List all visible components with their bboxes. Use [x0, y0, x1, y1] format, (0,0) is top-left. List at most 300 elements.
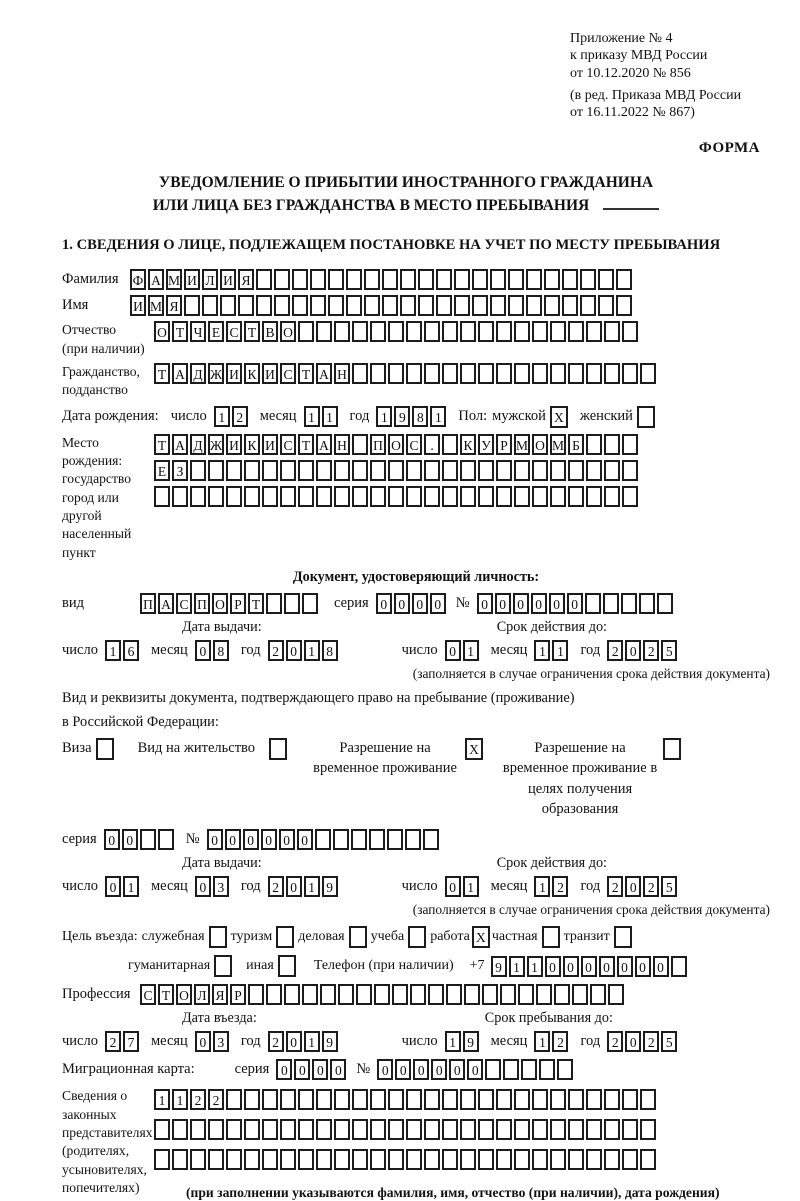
char-cell[interactable]: [316, 1089, 332, 1110]
char-cell[interactable]: [586, 1149, 602, 1170]
char-cell[interactable]: Ф: [130, 269, 146, 290]
char-cell[interactable]: [172, 1149, 188, 1170]
char-cell[interactable]: [406, 1089, 422, 1110]
char-cell[interactable]: [238, 295, 254, 316]
char-cell[interactable]: [580, 295, 596, 316]
char-cell[interactable]: 1: [445, 1031, 461, 1052]
char-cell[interactable]: [190, 460, 206, 481]
char-cell[interactable]: [424, 1089, 440, 1110]
char-cell[interactable]: 7: [123, 1031, 139, 1052]
char-cell[interactable]: 0: [243, 829, 259, 850]
char-cell[interactable]: [370, 1089, 386, 1110]
char-cell[interactable]: [328, 269, 344, 290]
char-cell[interactable]: [392, 984, 408, 1005]
char-cell[interactable]: 0: [617, 956, 633, 977]
char-cell[interactable]: [532, 1119, 548, 1140]
char-cell[interactable]: 9: [491, 956, 507, 977]
char-cell[interactable]: 0: [394, 593, 410, 614]
char-cell[interactable]: [436, 269, 452, 290]
char-cell[interactable]: Н: [334, 434, 350, 455]
char-cell[interactable]: 3: [213, 876, 229, 897]
char-cell[interactable]: [388, 1149, 404, 1170]
char-cell[interactable]: [226, 1089, 242, 1110]
char-cell[interactable]: 2: [268, 640, 284, 661]
char-cell[interactable]: [423, 829, 439, 850]
residence-permit-checkbox[interactable]: [269, 738, 287, 760]
char-cell[interactable]: 9: [394, 406, 410, 427]
char-cell[interactable]: [370, 460, 386, 481]
char-cell[interactable]: 0: [122, 829, 138, 850]
char-cell[interactable]: [640, 1089, 656, 1110]
char-cell[interactable]: [446, 984, 462, 1005]
char-cell[interactable]: 0: [225, 829, 241, 850]
purpose-work-checkbox[interactable]: X: [472, 926, 490, 948]
char-cell[interactable]: [280, 486, 296, 507]
char-cell[interactable]: [244, 486, 260, 507]
char-cell[interactable]: [208, 1149, 224, 1170]
char-cell[interactable]: [508, 269, 524, 290]
char-cell[interactable]: [485, 1059, 501, 1080]
char-cell[interactable]: [352, 460, 368, 481]
char-cell[interactable]: 0: [430, 593, 446, 614]
char-cell[interactable]: А: [148, 269, 164, 290]
char-cell[interactable]: 1: [123, 876, 139, 897]
char-cell[interactable]: [226, 1119, 242, 1140]
char-cell[interactable]: [514, 1119, 530, 1140]
char-cell[interactable]: 0: [581, 956, 597, 977]
char-cell[interactable]: [550, 486, 566, 507]
char-cell[interactable]: [424, 1119, 440, 1140]
char-cell[interactable]: [352, 486, 368, 507]
char-cell[interactable]: Т: [298, 363, 314, 384]
char-cell[interactable]: [490, 269, 506, 290]
char-cell[interactable]: [478, 486, 494, 507]
char-cell[interactable]: 0: [294, 1059, 310, 1080]
char-cell[interactable]: [568, 1119, 584, 1140]
char-cell[interactable]: 1: [463, 876, 479, 897]
char-cell[interactable]: [262, 460, 278, 481]
char-cell[interactable]: [410, 984, 426, 1005]
char-cell[interactable]: 0: [563, 956, 579, 977]
char-cell[interactable]: 8: [213, 640, 229, 661]
char-cell[interactable]: [478, 1089, 494, 1110]
char-cell[interactable]: [500, 984, 516, 1005]
char-cell[interactable]: [603, 593, 619, 614]
char-cell[interactable]: Р: [230, 984, 246, 1005]
char-cell[interactable]: [226, 1149, 242, 1170]
char-cell[interactable]: Т: [154, 363, 170, 384]
char-cell[interactable]: 9: [322, 1031, 338, 1052]
char-cell[interactable]: [184, 295, 200, 316]
char-cell[interactable]: [334, 1089, 350, 1110]
char-cell[interactable]: [298, 486, 314, 507]
temp-residence-education-checkbox[interactable]: [663, 738, 681, 760]
char-cell[interactable]: [172, 1119, 188, 1140]
char-cell[interactable]: 0: [376, 593, 392, 614]
char-cell[interactable]: [154, 1149, 170, 1170]
char-cell[interactable]: А: [158, 593, 174, 614]
char-cell[interactable]: [428, 984, 444, 1005]
char-cell[interactable]: 1: [214, 406, 230, 427]
char-cell[interactable]: 0: [330, 1059, 346, 1080]
char-cell[interactable]: [544, 269, 560, 290]
char-cell[interactable]: [442, 460, 458, 481]
char-cell[interactable]: [266, 984, 282, 1005]
char-cell[interactable]: [302, 593, 318, 614]
char-cell[interactable]: 0: [477, 593, 493, 614]
char-cell[interactable]: [442, 1149, 458, 1170]
char-cell[interactable]: [208, 486, 224, 507]
char-cell[interactable]: [622, 1089, 638, 1110]
char-cell[interactable]: [310, 295, 326, 316]
char-cell[interactable]: О: [280, 321, 296, 342]
char-cell[interactable]: [518, 984, 534, 1005]
char-cell[interactable]: Т: [154, 434, 170, 455]
char-cell[interactable]: И: [226, 363, 242, 384]
char-cell[interactable]: [388, 321, 404, 342]
char-cell[interactable]: [572, 984, 588, 1005]
char-cell[interactable]: 8: [412, 406, 428, 427]
char-cell[interactable]: [514, 321, 530, 342]
char-cell[interactable]: А: [172, 363, 188, 384]
char-cell[interactable]: 0: [599, 956, 615, 977]
char-cell[interactable]: [550, 1119, 566, 1140]
char-cell[interactable]: [352, 363, 368, 384]
char-cell[interactable]: [334, 321, 350, 342]
char-cell[interactable]: [424, 321, 440, 342]
char-cell[interactable]: [604, 1089, 620, 1110]
char-cell[interactable]: 1: [509, 956, 525, 977]
char-cell[interactable]: М: [514, 434, 530, 455]
char-cell[interactable]: [338, 984, 354, 1005]
char-cell[interactable]: [262, 1149, 278, 1170]
char-cell[interactable]: [262, 1089, 278, 1110]
char-cell[interactable]: [424, 486, 440, 507]
char-cell[interactable]: П: [370, 434, 386, 455]
purpose-business-checkbox[interactable]: [349, 926, 367, 948]
char-cell[interactable]: [315, 829, 331, 850]
char-cell[interactable]: [292, 269, 308, 290]
char-cell[interactable]: П: [194, 593, 210, 614]
char-cell[interactable]: [604, 1149, 620, 1170]
char-cell[interactable]: 5: [661, 876, 677, 897]
char-cell[interactable]: [586, 486, 602, 507]
char-cell[interactable]: Л: [202, 269, 218, 290]
char-cell[interactable]: [202, 295, 218, 316]
char-cell[interactable]: [478, 321, 494, 342]
char-cell[interactable]: А: [316, 434, 332, 455]
char-cell[interactable]: [586, 1089, 602, 1110]
char-cell[interactable]: [256, 269, 272, 290]
char-cell[interactable]: [640, 1149, 656, 1170]
char-cell[interactable]: [154, 486, 170, 507]
char-cell[interactable]: [244, 1089, 260, 1110]
char-cell[interactable]: [244, 460, 260, 481]
char-cell[interactable]: [496, 1119, 512, 1140]
char-cell[interactable]: [274, 269, 290, 290]
char-cell[interactable]: [352, 434, 368, 455]
char-cell[interactable]: Л: [194, 984, 210, 1005]
char-cell[interactable]: [586, 1119, 602, 1140]
char-cell[interactable]: [550, 1089, 566, 1110]
char-cell[interactable]: [472, 295, 488, 316]
char-cell[interactable]: [302, 984, 318, 1005]
char-cell[interactable]: [508, 295, 524, 316]
char-cell[interactable]: 0: [653, 956, 669, 977]
char-cell[interactable]: [640, 1119, 656, 1140]
char-cell[interactable]: К: [244, 363, 260, 384]
char-cell[interactable]: [514, 486, 530, 507]
char-cell[interactable]: [514, 1149, 530, 1170]
char-cell[interactable]: [532, 486, 548, 507]
char-cell[interactable]: С: [176, 593, 192, 614]
char-cell[interactable]: [292, 295, 308, 316]
char-cell[interactable]: 1: [527, 956, 543, 977]
char-cell[interactable]: 0: [276, 1059, 292, 1080]
char-cell[interactable]: [418, 295, 434, 316]
char-cell[interactable]: 0: [312, 1059, 328, 1080]
char-cell[interactable]: О: [154, 321, 170, 342]
char-cell[interactable]: 2: [190, 1089, 206, 1110]
char-cell[interactable]: [328, 295, 344, 316]
char-cell[interactable]: [316, 486, 332, 507]
char-cell[interactable]: [266, 593, 282, 614]
char-cell[interactable]: М: [550, 434, 566, 455]
char-cell[interactable]: [460, 486, 476, 507]
char-cell[interactable]: 0: [431, 1059, 447, 1080]
char-cell[interactable]: [622, 1119, 638, 1140]
char-cell[interactable]: 0: [297, 829, 313, 850]
char-cell[interactable]: 9: [463, 1031, 479, 1052]
char-cell[interactable]: [226, 460, 242, 481]
char-cell[interactable]: [352, 321, 368, 342]
char-cell[interactable]: 1: [534, 876, 550, 897]
char-cell[interactable]: И: [262, 434, 278, 455]
char-cell[interactable]: [316, 1119, 332, 1140]
char-cell[interactable]: [604, 434, 620, 455]
char-cell[interactable]: [370, 1119, 386, 1140]
gender-female-checkbox[interactable]: [637, 406, 655, 428]
char-cell[interactable]: О: [388, 434, 404, 455]
char-cell[interactable]: [370, 486, 386, 507]
char-cell[interactable]: [532, 363, 548, 384]
char-cell[interactable]: [298, 321, 314, 342]
char-cell[interactable]: 0: [286, 1031, 302, 1052]
char-cell[interactable]: [442, 434, 458, 455]
char-cell[interactable]: Е: [208, 321, 224, 342]
char-cell[interactable]: [496, 460, 512, 481]
purpose-private-checkbox[interactable]: [542, 926, 560, 948]
char-cell[interactable]: [400, 295, 416, 316]
char-cell[interactable]: [604, 321, 620, 342]
char-cell[interactable]: 0: [279, 829, 295, 850]
char-cell[interactable]: Т: [248, 593, 264, 614]
char-cell[interactable]: [154, 1119, 170, 1140]
char-cell[interactable]: 2: [232, 406, 248, 427]
char-cell[interactable]: [387, 829, 403, 850]
char-cell[interactable]: [496, 486, 512, 507]
char-cell[interactable]: [274, 295, 290, 316]
char-cell[interactable]: [622, 486, 638, 507]
char-cell[interactable]: [568, 321, 584, 342]
char-cell[interactable]: С: [140, 984, 156, 1005]
char-cell[interactable]: [478, 1149, 494, 1170]
char-cell[interactable]: [532, 460, 548, 481]
char-cell[interactable]: Я: [166, 295, 182, 316]
char-cell[interactable]: [608, 984, 624, 1005]
char-cell[interactable]: [482, 984, 498, 1005]
char-cell[interactable]: [532, 321, 548, 342]
char-cell[interactable]: [284, 593, 300, 614]
char-cell[interactable]: [604, 1119, 620, 1140]
char-cell[interactable]: С: [280, 434, 296, 455]
char-cell[interactable]: [544, 295, 560, 316]
char-cell[interactable]: 2: [607, 1031, 623, 1052]
char-cell[interactable]: [568, 363, 584, 384]
char-cell[interactable]: 0: [531, 593, 547, 614]
char-cell[interactable]: А: [316, 363, 332, 384]
char-cell[interactable]: [351, 829, 367, 850]
char-cell[interactable]: И: [130, 295, 146, 316]
char-cell[interactable]: О: [176, 984, 192, 1005]
purpose-study-checkbox[interactable]: [408, 926, 426, 948]
char-cell[interactable]: 1: [430, 406, 446, 427]
char-cell[interactable]: [406, 321, 422, 342]
char-cell[interactable]: [442, 1119, 458, 1140]
char-cell[interactable]: [478, 1119, 494, 1140]
char-cell[interactable]: [532, 1149, 548, 1170]
char-cell[interactable]: [598, 269, 614, 290]
char-cell[interactable]: [590, 984, 606, 1005]
char-cell[interactable]: 1: [172, 1089, 188, 1110]
char-cell[interactable]: [526, 269, 542, 290]
char-cell[interactable]: [460, 1089, 476, 1110]
char-cell[interactable]: [442, 486, 458, 507]
char-cell[interactable]: [521, 1059, 537, 1080]
char-cell[interactable]: 0: [449, 1059, 465, 1080]
char-cell[interactable]: Р: [230, 593, 246, 614]
char-cell[interactable]: Я: [212, 984, 228, 1005]
char-cell[interactable]: 0: [625, 1031, 641, 1052]
char-cell[interactable]: [604, 460, 620, 481]
char-cell[interactable]: [586, 460, 602, 481]
char-cell[interactable]: [526, 295, 542, 316]
char-cell[interactable]: 2: [607, 876, 623, 897]
char-cell[interactable]: [562, 269, 578, 290]
char-cell[interactable]: [550, 321, 566, 342]
char-cell[interactable]: [639, 593, 655, 614]
char-cell[interactable]: [406, 363, 422, 384]
char-cell[interactable]: [334, 1119, 350, 1140]
char-cell[interactable]: 1: [552, 640, 568, 661]
char-cell[interactable]: [140, 829, 156, 850]
char-cell[interactable]: [388, 1089, 404, 1110]
char-cell[interactable]: Ж: [208, 363, 224, 384]
char-cell[interactable]: [262, 1119, 278, 1140]
char-cell[interactable]: [514, 460, 530, 481]
char-cell[interactable]: [280, 1119, 296, 1140]
char-cell[interactable]: 2: [643, 1031, 659, 1052]
char-cell[interactable]: 2: [268, 876, 284, 897]
char-cell[interactable]: 0: [549, 593, 565, 614]
char-cell[interactable]: 2: [552, 1031, 568, 1052]
char-cell[interactable]: [334, 486, 350, 507]
char-cell[interactable]: 2: [268, 1031, 284, 1052]
char-cell[interactable]: Ж: [208, 434, 224, 455]
char-cell[interactable]: [256, 295, 272, 316]
char-cell[interactable]: [550, 1149, 566, 1170]
char-cell[interactable]: И: [220, 269, 236, 290]
char-cell[interactable]: [374, 984, 390, 1005]
char-cell[interactable]: 1: [322, 406, 338, 427]
purpose-business-trip-checkbox[interactable]: [209, 926, 227, 948]
char-cell[interactable]: [657, 593, 673, 614]
visa-checkbox[interactable]: [96, 738, 114, 760]
char-cell[interactable]: [562, 295, 578, 316]
char-cell[interactable]: 2: [643, 640, 659, 661]
char-cell[interactable]: [405, 829, 421, 850]
char-cell[interactable]: 1: [304, 406, 320, 427]
char-cell[interactable]: [671, 956, 687, 977]
char-cell[interactable]: [334, 1149, 350, 1170]
char-cell[interactable]: [424, 363, 440, 384]
char-cell[interactable]: [244, 1149, 260, 1170]
char-cell[interactable]: [280, 1149, 296, 1170]
char-cell[interactable]: И: [262, 363, 278, 384]
purpose-transit-checkbox[interactable]: [614, 926, 632, 948]
char-cell[interactable]: 1: [304, 876, 320, 897]
char-cell[interactable]: Д: [190, 363, 206, 384]
char-cell[interactable]: М: [166, 269, 182, 290]
char-cell[interactable]: [532, 1089, 548, 1110]
char-cell[interactable]: [418, 269, 434, 290]
char-cell[interactable]: [280, 460, 296, 481]
char-cell[interactable]: [298, 1089, 314, 1110]
char-cell[interactable]: [568, 1149, 584, 1170]
char-cell[interactable]: 2: [643, 876, 659, 897]
char-cell[interactable]: 8: [322, 640, 338, 661]
char-cell[interactable]: [406, 460, 422, 481]
char-cell[interactable]: [406, 1149, 422, 1170]
char-cell[interactable]: [388, 1119, 404, 1140]
char-cell[interactable]: 0: [625, 640, 641, 661]
char-cell[interactable]: [622, 363, 638, 384]
char-cell[interactable]: [460, 321, 476, 342]
char-cell[interactable]: Д: [190, 434, 206, 455]
char-cell[interactable]: [460, 1149, 476, 1170]
char-cell[interactable]: И: [184, 269, 200, 290]
char-cell[interactable]: [424, 1149, 440, 1170]
char-cell[interactable]: [472, 269, 488, 290]
char-cell[interactable]: [496, 1089, 512, 1110]
char-cell[interactable]: 5: [661, 640, 677, 661]
char-cell[interactable]: [442, 321, 458, 342]
char-cell[interactable]: [622, 434, 638, 455]
char-cell[interactable]: [298, 1119, 314, 1140]
char-cell[interactable]: [298, 460, 314, 481]
char-cell[interactable]: 2: [105, 1031, 121, 1052]
char-cell[interactable]: Б: [568, 434, 584, 455]
char-cell[interactable]: [190, 1119, 206, 1140]
char-cell[interactable]: [464, 984, 480, 1005]
char-cell[interactable]: [503, 1059, 519, 1080]
char-cell[interactable]: [208, 460, 224, 481]
char-cell[interactable]: [370, 1149, 386, 1170]
char-cell[interactable]: [388, 363, 404, 384]
char-cell[interactable]: [382, 269, 398, 290]
char-cell[interactable]: [568, 486, 584, 507]
char-cell[interactable]: [298, 1149, 314, 1170]
